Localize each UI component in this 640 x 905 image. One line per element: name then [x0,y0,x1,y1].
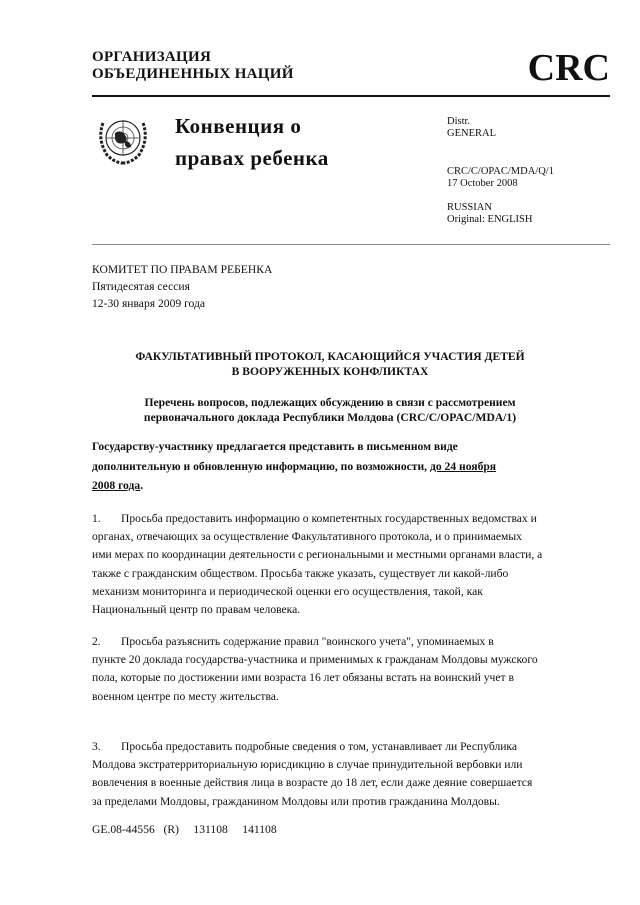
paragraph-line: пола, которые по достижении ими возраста 16 лет обязаны встать на воинский учет в [92,671,514,685]
paragraph-number: 1. [92,512,101,525]
paragraph-line: пункте 20 доклада государства-участника и применимых к гражданам Молдовы мужского [92,653,538,667]
committee-dates: 12-30 января 2009 года [92,297,206,310]
paragraph-line: за пределами Молдовы, гражданином Молдовы или против гражданина Молдовы. [92,794,500,808]
document-title-line2: В ВООРУЖЕННЫХ КОНФЛИКТАХ [231,365,429,378]
un-emblem-icon [95,111,151,167]
org-name-line2: ОБЪЕДИНЕННЫХ НАЦИЙ [92,66,294,82]
paragraph-line: военном центре по месту жительства. [92,689,279,703]
intro-line1: Государству-участнику предлагается представить в письменном виде [92,440,458,453]
footer-job-number: GE.08-44556 (R) 131108 141108 [92,823,277,836]
paragraph-line: также с гражданским обществом. Просьба также указать, существует ли какой-либо [92,566,509,580]
subtitle-line1: Перечень вопросов, подлежащих обсуждению в связи с рассмотрением [144,396,516,409]
document-language: RUSSIAN [447,202,492,213]
intro-line2 [92,460,496,473]
intro-line3 [92,479,143,492]
committee-session: Пятидесятая сессия [92,280,190,293]
paragraph-line: вовлечения в военные действия лица в возрасте до 18 лет, если даже деяние совершается [92,776,533,790]
deadline-underlined: до 24 ноября [429,460,497,473]
distribution: GENERAL [447,128,496,139]
paragraph-line: органах, отвечающих за осуществление Факультативного протокола, и о принимаемых [92,530,522,544]
distr-label: Distr. [447,116,471,127]
deadline-year-underlined: 2008 года [92,479,141,492]
paragraph-line: Просьба разъяснить содержание правил "воинского учета", упоминаемых в [121,635,494,648]
header-rule [92,95,610,97]
original-language: Original: ENGLISH [447,214,533,225]
paragraph-line: Национальный центр по правам человека. [92,603,301,616]
document-title-line1: ФАКУЛЬТАТИВНЫЙ ПРОТОКОЛ, КАСАЮЩИЙСЯ УЧАСТИЯ ДЕТЕЙ [135,350,525,363]
convention-title-line1: Конвенция о [175,114,302,138]
document-date: 17 October 2008 [447,178,518,189]
paragraph-line: механизм мониторинга и периодической оценки его осуществления, такой, как [92,584,483,598]
subtitle-line2: первоначального доклада Республики Молдова (CRC/C/OPAC/MDA/1) [143,411,517,424]
paragraph-number: 2. [92,635,101,648]
document-symbol: CRC/C/OPAC/MDA/Q/1 [447,166,554,177]
org-name-line1: ОРГАНИЗАЦИЯ [92,49,212,65]
paragraph-line: Просьба предоставить подробные сведения о том, устанавливает ли Республика [121,740,518,753]
document-series-symbol: CRC [527,47,610,89]
paragraph-line: Молдова экстратерриториальную юрисдикцию в случае принудительной вербовки или [92,758,523,772]
intro-period: . [140,479,144,492]
convention-title-line2: правах ребенка [175,146,329,170]
committee-name: КОМИТЕТ ПО ПРАВАМ РЕБЕНКА [92,263,273,276]
intro-line2-text: дополнительную и обновленную информацию, по возможности, [92,460,430,473]
paragraph-line: Просьба предоставить информацию о компетентных государственных ведомствах и [121,512,537,525]
paragraph-line: ими мерах по координации деятельности с региональными и местными органами власти, а [92,548,543,562]
header-bottom-rule [92,244,610,245]
paragraph-number: 3. [92,740,101,753]
